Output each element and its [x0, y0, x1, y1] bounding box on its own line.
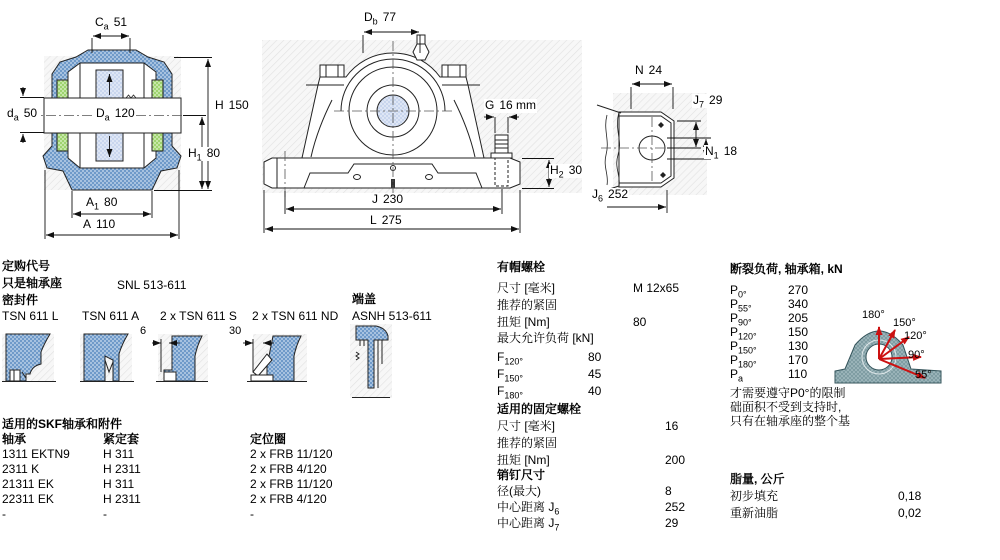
cell-sleeve: H 311: [103, 447, 135, 461]
spec-row: [497, 499, 685, 515]
front-section-drawing: [0, 0, 250, 248]
load-symbol: $P_{55^\circ}$: [730, 297, 752, 314]
load-value: 130: [788, 339, 809, 353]
load-value: 80: [588, 350, 602, 364]
dim-g: G 16 mm: [485, 98, 537, 112]
bearings-table: [2, 416, 432, 522]
spec-label: 推荐的紧固: [497, 298, 558, 312]
spec-label: 尺寸 [毫米]: [497, 419, 556, 433]
spec-label: 尺寸 [毫米]: [497, 281, 556, 295]
cap-bolts-section: [497, 259, 679, 331]
dim-h: H 150: [215, 98, 249, 112]
spec-value: 29: [665, 516, 679, 530]
max-loads-title: 最大允许负荷 [kN]: [497, 331, 594, 345]
base-detail-drawing: [595, 55, 800, 230]
seal-thumb-tsn-l: [2, 332, 58, 384]
seal-option-tsn-l: TSN 611 L: [2, 309, 59, 323]
note-line: 础面积不受到支持时,: [730, 400, 842, 414]
spec-row: [497, 515, 685, 531]
spec-row: [497, 435, 685, 452]
note-line: 只有在轴承座的整个基: [730, 414, 851, 428]
spec-value: M 12x65: [633, 281, 680, 295]
load-symbol: $P_{150^\circ}$: [730, 339, 757, 356]
cell-bearing: -: [2, 507, 6, 521]
table-row: [2, 507, 432, 522]
load-row: [730, 367, 843, 384]
dim-da: $d_a$ 50: [7, 106, 38, 123]
breaking-loads-note: [730, 386, 850, 428]
load-value: 150: [788, 325, 809, 339]
seal-gap-6: 6: [140, 325, 147, 337]
spec-label: 扭矩 [Nm]: [497, 453, 550, 467]
load-symbol: $P_{120^\circ}$: [730, 325, 757, 342]
spec-value: 16: [665, 419, 679, 433]
dim-db: $D_b$ 77: [364, 10, 397, 27]
breaking-loads-rows: [730, 283, 843, 384]
note-lines: [730, 386, 850, 428]
max-loads-section: [497, 330, 601, 400]
load-row: [497, 383, 601, 400]
seal-option-tsn-a: TSN 611 A: [82, 309, 140, 323]
cell-locating-rings: 2 x FRB 11/120: [250, 477, 333, 491]
spec-value: 0,18: [898, 489, 922, 503]
dim-h1: $H_1$ 80: [188, 146, 221, 163]
end-cover-thumb-asnh: [350, 324, 394, 402]
end-cover-designation: ASNH 513-611: [352, 309, 432, 323]
fixing-bolts-section: [497, 401, 685, 469]
housing-designation: SNL 513-611: [117, 278, 187, 292]
cell-bearing: 22311 EK: [2, 492, 54, 506]
load-row: [730, 339, 843, 356]
table-row: [2, 447, 432, 462]
load-value: 205: [788, 311, 809, 325]
bearings-table-header: [2, 432, 432, 447]
cap-bolts-title: 有帽螺栓: [497, 260, 546, 274]
seal-thumb-tsn-a: [80, 332, 136, 384]
load-row: [730, 283, 843, 300]
load-row: [497, 349, 601, 366]
table-row: [2, 492, 432, 507]
cell-locating-rings: 2 x FRB 11/120: [250, 447, 333, 461]
spec-value: 252: [665, 500, 686, 514]
grease-rows: [730, 488, 921, 522]
load-value: 40: [588, 384, 602, 398]
spec-row: [497, 314, 679, 331]
end-cover-label: 端盖: [352, 292, 377, 306]
load-symbol: $P_a$: [730, 367, 744, 384]
seals-label: 密封件: [2, 293, 39, 307]
cell-sleeve: H 311: [103, 477, 135, 491]
table-row: [2, 462, 432, 477]
load-row: [730, 297, 843, 314]
cell-sleeve: -: [103, 507, 107, 521]
spec-row: [497, 483, 685, 499]
dim-j6: $J_6$ 252: [592, 187, 629, 204]
grease-section: [730, 471, 921, 522]
dim-l: L 275: [370, 213, 402, 227]
angle-label-180: 180°: [862, 309, 885, 321]
ordering-title: 定购代号: [2, 259, 51, 273]
load-symbol: $F_{180^\circ}$: [497, 384, 523, 401]
cell-bearing: 21311 EK: [2, 477, 54, 491]
spec-row: [730, 505, 921, 522]
bearings-table-title: 适用的SKF轴承和附件: [2, 417, 123, 431]
seal-option-tsn-s: 2 x TSN 611 S: [160, 309, 237, 323]
spec-label: 初步填充: [730, 489, 779, 503]
fixing-bolts-rows: [497, 418, 685, 469]
dim-j: J 230: [372, 192, 404, 206]
column-locating-rings: 定位圈: [250, 432, 287, 446]
column-bearing: 轴承: [2, 432, 27, 446]
max-loads-rows: [497, 349, 601, 400]
load-symbol: $P_{0^\circ}$: [730, 283, 747, 300]
load-value: 340: [788, 297, 809, 311]
pins-section: [497, 467, 685, 531]
housing-only-label: 只是轴承座: [2, 276, 63, 290]
breaking-loads-section: [730, 261, 843, 384]
seal-option-tsn-nd: 2 x TSN 611 ND: [252, 309, 339, 323]
load-row: [730, 311, 843, 328]
load-value: 110: [788, 367, 808, 381]
spec-value: 80: [633, 315, 647, 329]
cell-sleeve: H 2311: [103, 492, 141, 506]
cap-bolts-rows: [497, 280, 679, 331]
spec-label: 中心距离 $J_6$: [497, 500, 560, 517]
load-row: [730, 325, 843, 342]
spec-row: [497, 418, 685, 435]
cell-locating-rings: 2 x FRB 4/120: [250, 462, 327, 476]
seal-gap-30: 30: [229, 325, 242, 337]
column-sleeve: 紧定套: [103, 432, 140, 446]
breaking-loads-title: 断裂负荷, 轴承箱, kN: [730, 262, 843, 276]
dim-a: A 110: [83, 217, 116, 231]
spec-label: 扭矩 [Nm]: [497, 315, 550, 329]
angle-label-90: 90°: [908, 349, 925, 361]
spec-value: 200: [665, 453, 686, 467]
table-row: [2, 477, 432, 492]
dim-h2: $H_2$ 30: [550, 163, 583, 180]
dim-a1: $A_1$ 80: [86, 195, 118, 212]
pins-rows: [497, 483, 685, 531]
load-symbol: $F_{120^\circ}$: [497, 350, 523, 367]
angle-label-55: 55°: [915, 369, 932, 381]
load-row: [497, 366, 601, 383]
fixing-bolts-title: 适用的固定螺栓: [497, 402, 582, 416]
spec-value: 8: [665, 484, 672, 498]
dim-ca: $C_a$ 51: [95, 15, 128, 32]
load-value: 170: [788, 353, 809, 367]
dim-Da: $D_a$ 120: [96, 106, 135, 123]
note-line: 才需要遵守P0°的限制: [730, 386, 846, 400]
front-view-drawing: [262, 5, 587, 237]
bearings-table-rows: [2, 447, 432, 522]
cell-locating-rings: 2 x FRB 4/120: [250, 492, 327, 506]
pins-title: 销钉尺寸: [497, 468, 546, 482]
load-symbol: $P_{90^\circ}$: [730, 311, 752, 328]
dim-j7: $J_7$ 29: [693, 93, 723, 110]
spec-label: 径(最大): [497, 484, 541, 498]
dim-n: N 24: [635, 63, 663, 77]
spec-row: [497, 280, 679, 297]
spec-label: 重新油脂: [730, 506, 779, 520]
angle-label-120: 120°: [904, 330, 927, 342]
load-symbol: $P_{180^\circ}$: [730, 353, 757, 370]
load-row: [730, 353, 843, 370]
load-value: 45: [588, 367, 602, 381]
load-value: 270: [788, 283, 809, 297]
seal-thumb-tsn-s: [152, 332, 210, 384]
seal-thumb-tsn-nd: [243, 332, 309, 384]
dim-n1: $N_1$ 18: [705, 144, 738, 161]
spec-label: 推荐的紧固: [497, 436, 558, 450]
load-symbol: $F_{150^\circ}$: [497, 367, 523, 384]
cell-locating-rings: -: [250, 507, 254, 521]
cell-sleeve: H 2311: [103, 462, 141, 476]
cell-bearing: 1311 EKTN9: [2, 447, 70, 461]
grease-title: 脂量, 公斤: [730, 472, 785, 486]
spec-value: 0,02: [898, 506, 922, 520]
spec-label: 中心距离 $J_7$: [497, 516, 560, 533]
spec-row: [730, 488, 921, 505]
angle-label-150: 150°: [893, 317, 916, 329]
cell-bearing: 2311 K: [2, 462, 40, 476]
spec-row: [497, 297, 679, 314]
